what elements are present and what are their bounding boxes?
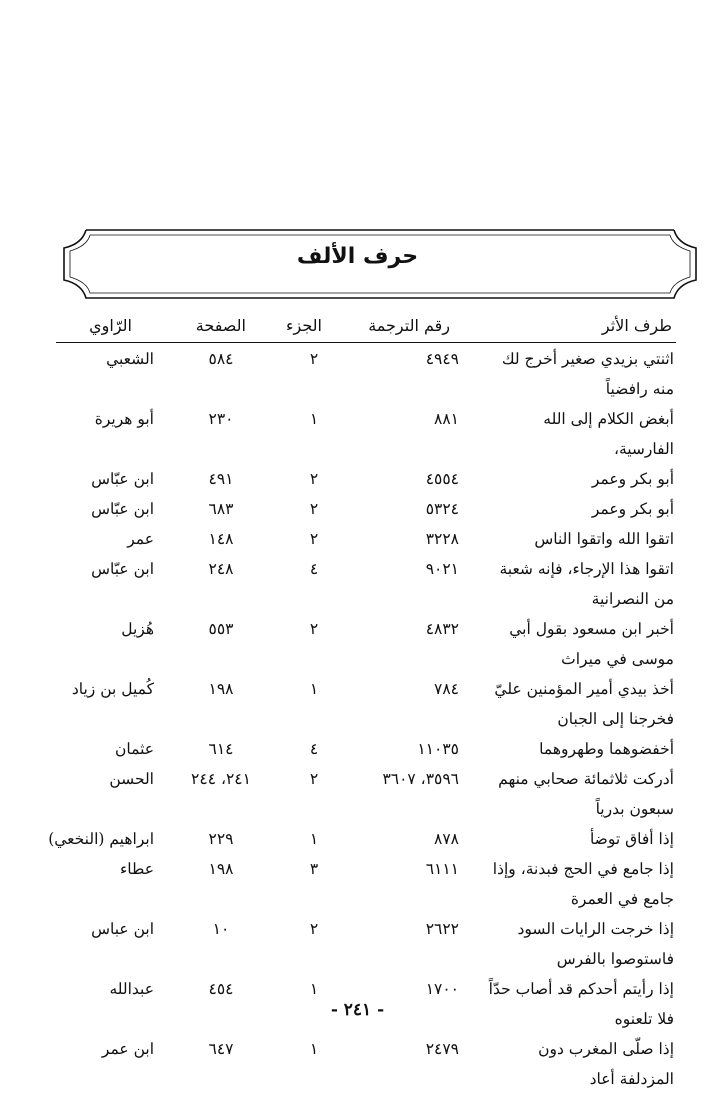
row-page: ٦١٤ <box>208 740 234 758</box>
row-page: ٤٥٤ <box>208 980 234 998</box>
table-row <box>52 674 674 734</box>
row-page: ٢٤١، ٢٤٤ <box>191 770 251 788</box>
row-narrator: عطاء <box>120 860 154 878</box>
row-number: ١١٠٣٥ <box>417 740 459 758</box>
row-text: أبو بكر وعمر <box>591 500 674 518</box>
column-header-volume: الجزء <box>286 316 322 335</box>
row-narrator: الشعبي <box>106 350 154 368</box>
row-text: إذا رأيتم أحدكم قد أصاب حدّاً فلا تلعنوه <box>488 980 674 1028</box>
row-page: ٦٤٧ <box>208 1040 234 1058</box>
table-row <box>52 344 674 404</box>
row-narrator: عمر <box>127 530 154 548</box>
header-rule <box>56 342 676 343</box>
table-row <box>52 554 674 614</box>
page-number: - ٢٤١ - <box>330 1000 385 1020</box>
row-narrator: ابن عبّاس <box>91 560 154 578</box>
row-text: أبو بكر وعمر <box>591 470 674 488</box>
row-volume: ١ <box>309 680 319 698</box>
row-text: أخبر ابن مسعود بقول أبي موسى في ميراث <box>509 620 674 668</box>
row-volume: ٣ <box>309 860 319 878</box>
row-text: أخذ بيدي أمير المؤمنين عليّ فخرجنا إلى الجبان <box>494 680 674 728</box>
row-volume: ٤ <box>309 560 319 578</box>
row-page: ٤٩١ <box>208 470 234 488</box>
row-page: ٢٣٠ <box>208 410 234 428</box>
row-narrator: الحسن <box>109 770 154 788</box>
table-row <box>52 854 674 914</box>
row-volume: ٢ <box>309 620 319 638</box>
row-narrator: عبدالله <box>109 980 154 998</box>
column-header-page: الصفحة <box>195 316 246 335</box>
row-text: إذا خرجت الرايات السود فاستوصوا بالفرس <box>517 920 674 968</box>
row-page: ١٤٨ <box>208 530 234 548</box>
row-page: ١٩٨ <box>208 680 234 698</box>
row-text: اتقوا هذا الإرجاء، فإنه شعبة من النصرانية <box>499 560 674 608</box>
row-narrator: عثمان <box>115 740 154 758</box>
table-row <box>52 524 674 554</box>
row-page: ١٠ <box>212 920 230 938</box>
table-row <box>52 764 674 824</box>
row-number: ٢٤٧٩ <box>425 1040 459 1058</box>
row-volume: ١ <box>309 980 319 998</box>
row-narrator: هُزيل <box>121 620 154 638</box>
row-narrator: كُميل بن زياد <box>71 680 154 698</box>
table-row <box>52 734 674 764</box>
row-number: ٤٨٣٢ <box>425 620 459 638</box>
row-number: ٦١١١ <box>425 860 459 878</box>
row-volume: ٢ <box>309 920 319 938</box>
row-number: ٨٧٨ <box>434 830 459 848</box>
row-page: ٥٥٣ <box>208 620 234 638</box>
row-text: اتقوا الله واتقوا الناس <box>534 530 674 548</box>
row-text: إذا جامع في الحج فبدنة، وإذا جامع في العمرة <box>492 860 674 908</box>
row-narrator: ابن عباس <box>91 920 154 938</box>
row-number: ٥٣٢٤ <box>425 500 459 518</box>
row-page: ٥٨٤ <box>208 350 234 368</box>
table-body <box>48 344 674 1094</box>
row-volume: ٢ <box>309 530 319 548</box>
row-number: ٣٥٩٦، ٣٦٠٧ <box>382 770 459 788</box>
table-row <box>52 914 674 974</box>
row-number: ٢٦٢٢ <box>425 920 459 938</box>
row-text: أبغض الكلام إلى الله الفارسية، <box>543 410 674 458</box>
row-text: إذا أفاق توضأ <box>589 830 674 848</box>
table-row <box>52 464 674 494</box>
row-volume: ١ <box>309 1040 319 1058</box>
row-number: ٤٩٤٩ <box>425 350 459 368</box>
row-number: ٩٠٢١ <box>425 560 459 578</box>
row-number: ١٧٠٠ <box>425 980 459 998</box>
section-title: حرف الألف <box>296 244 419 269</box>
row-narrator: ابن عبّاس <box>91 500 154 518</box>
row-page: ٢٢٩ <box>208 830 234 848</box>
row-narrator: ابراهيم (النخعي) <box>48 830 154 848</box>
row-text: اثنتي بزيدي صغير أخرج لك منه رافضياً <box>501 350 674 398</box>
row-number: ٣٢٢٨ <box>425 530 459 548</box>
row-narrator: أبو هريرة <box>94 410 154 428</box>
row-text: إذا صلّى المغرب دون المزدلفة أعاد <box>538 1040 674 1088</box>
row-number: ٤٥٥٤ <box>425 470 459 488</box>
column-header-text: طرف الأثر <box>601 316 672 335</box>
row-volume: ١ <box>309 830 319 848</box>
row-number: ٨٨١ <box>434 410 459 428</box>
row-volume: ٢ <box>309 350 319 368</box>
table-row <box>52 1034 674 1094</box>
row-narrator: ابن عبّاس <box>91 470 154 488</box>
row-text: أخفضوهما وطهروهما <box>539 740 674 758</box>
column-header-number: رقم الترجمة <box>368 316 450 335</box>
row-page: ٢٤٨ <box>208 560 234 578</box>
row-number: ٧٨٤ <box>434 680 459 698</box>
row-volume: ١ <box>309 410 319 428</box>
table-row <box>52 494 674 524</box>
row-text: أدركت ثلاثمائة صحابي منهم سبعون بدرياً <box>498 770 674 818</box>
row-volume: ٤ <box>309 740 319 758</box>
column-header-narrator: الرّاوي <box>89 316 132 335</box>
table-row <box>52 404 674 464</box>
row-page: ١٩٨ <box>208 860 234 878</box>
row-page: ٦٨٣ <box>208 500 234 518</box>
row-volume: ٢ <box>309 470 319 488</box>
table-row <box>52 614 674 674</box>
table-row <box>48 824 674 854</box>
row-narrator: ابن عمر <box>101 1040 154 1058</box>
table-header <box>52 312 672 342</box>
row-volume: ٢ <box>309 770 319 788</box>
row-volume: ٢ <box>309 500 319 518</box>
